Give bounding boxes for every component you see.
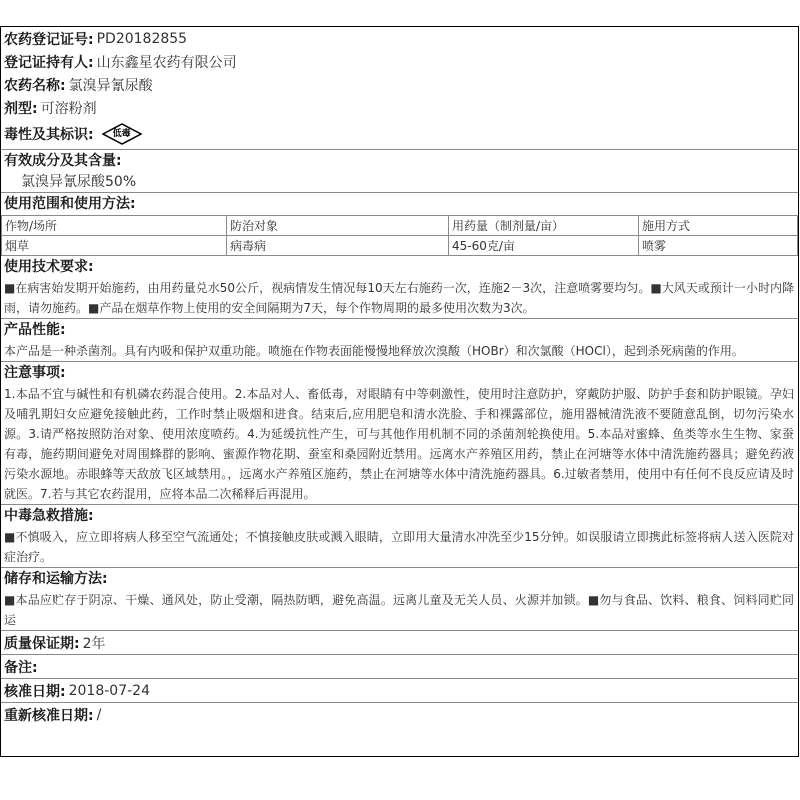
performance-label: 产品性能: (1, 318, 798, 341)
holder-row (1, 50, 798, 73)
pesticide-name-row (1, 73, 798, 96)
usage-cell-method: 喷雾 (639, 236, 798, 256)
usage-col-method: 施用方式 (639, 216, 798, 236)
approval-date-label: 核准日期: (4, 683, 66, 700)
technique-text: ■在病害始发期开始施药，由用药量兑水50公斤，视病情发生情况每10天左右施药一次，连施2－3次，注意喷雾要均匀。■大风天或预计一小时内降雨，请勿施药。■产品在烟草作物上使用的安全间隔期为7天，每个作物周期的最多使用次数为3次。 (4, 281, 794, 315)
formulation-value: 可溶粉剂 (40, 100, 97, 117)
toxicity-label: 毒性及其标识: (4, 127, 94, 143)
approval-date-value: 2018-07-24 (68, 682, 150, 699)
usage-cell-target: 病毒病 (227, 236, 449, 256)
storage-text: ■本品应贮存于阴凉、干燥、通风处，防止受潮，隔热防晒，避免高温。远离儿童及无关人员、火源并加锁。■勿与食品、饮料、粮食、饲料同贮同运 (4, 593, 794, 627)
remarks-label: 备注: (4, 659, 38, 676)
formulation-label: 剂型: (4, 100, 38, 117)
formulation-row (1, 96, 798, 119)
shelf-life-row (1, 630, 798, 654)
usage-cell-dosage: 45-60克/亩 (449, 236, 639, 256)
reapproval-date-label: 重新核准日期: (4, 707, 94, 724)
usage-label: 使用范围和使用方法: (1, 192, 798, 215)
usage-col-target: 防治对象 (227, 216, 449, 236)
storage-label: 储存和运输方法: (1, 567, 798, 590)
usage-cell-crop: 烟草 (2, 236, 227, 256)
holder-label: 登记证持有人: (4, 54, 94, 71)
shelf-life-value: 2年 (82, 635, 106, 652)
reapproval-date-row (1, 702, 798, 726)
holder-value: 山东鑫星农药有限公司 (96, 54, 237, 71)
usage-col-crop: 作物/场所 (2, 216, 227, 236)
usage-table (1, 215, 798, 256)
usage-table-header (2, 216, 798, 236)
usage-col-dosage: 用药量（制剂量/亩） (449, 216, 639, 236)
registration-number-row (1, 27, 798, 50)
registration-number-value: PD20182855 (96, 30, 188, 47)
ingredient-label: 有效成分及其含量: (1, 149, 798, 172)
first-aid-label: 中毒急救措施: (1, 504, 798, 527)
reapproval-date-value: / (96, 706, 102, 723)
performance-text: 本产品是一种杀菌剂。具有内吸和保护双重功能。喷施在作物表面能慢慢地释放次溴酸（HOBr）和次氯酸（HOCl），起到杀死病菌的作用。 (4, 344, 744, 358)
precautions-label: 注意事项: (1, 361, 798, 384)
approval-date-row (1, 678, 798, 702)
precautions-text: 1.本品不宜与碱性和有机磷农药混合使用。2.本品对人、畜低毒，对眼睛有中等刺激性，使用时注意防护，穿戴防护服、防护手套和防护眼镜。孕妇及哺乳期妇女应避免接触此药，工作时禁止吸烟和进食。结束后,应用肥皂和清水洗脸、手和裸露部位，施用器械清洗液不要随意乱倒，切勿污染水源。3.请严格按照防治对象、使用浓度喷药。4.为延缓抗性产生，可与其他作用机制不同的杀菌剂轮换使用。5.本品对蜜蜂、鱼类等水生生物、家蚕有毒，施药期间避免对周围蜂群的影响、蜜源作物花期、蚕室和桑园附近禁用。远离水产养殖区用药，禁止在河塘等水体中清洗施药器具；避免药液污染水源地。赤眼蜂等天敌放飞区域禁用。，远离水产养殖区施药，禁止在河塘等水体中清洗施药器具。6.过敏者禁用，使用中有任何不良反应请及时就医。7.若与其它农药混用，应将本品二次稀释后再混用。 (4, 387, 794, 501)
shelf-life-label: 质量保证期: (4, 635, 80, 652)
technique-label: 使用技术要求: (4, 259, 94, 275)
pesticide-name-label: 农药名称: (4, 77, 66, 94)
remarks-row (1, 654, 798, 678)
toxicity-badge-text: 低毒 (112, 129, 131, 139)
table-row (2, 236, 798, 256)
pesticide-name-value: 氯溴异氰尿酸 (68, 77, 153, 94)
first-aid-text: ■不慎吸入，应立即将病人移至空气流通处；不慎接触皮肤或溅入眼睛，立即用大量清水冲洗至少15分钟。如误服请立即携此标签将病人送入医院对症治疗。 (4, 530, 794, 564)
registration-number-label: 农药登记证号: (4, 31, 94, 48)
ingredient-value: 氯溴异氰尿酸50% (21, 174, 137, 190)
pesticide-label-document (0, 26, 799, 757)
toxicity-row (1, 119, 798, 149)
low-toxicity-diamond-icon (102, 123, 142, 145)
